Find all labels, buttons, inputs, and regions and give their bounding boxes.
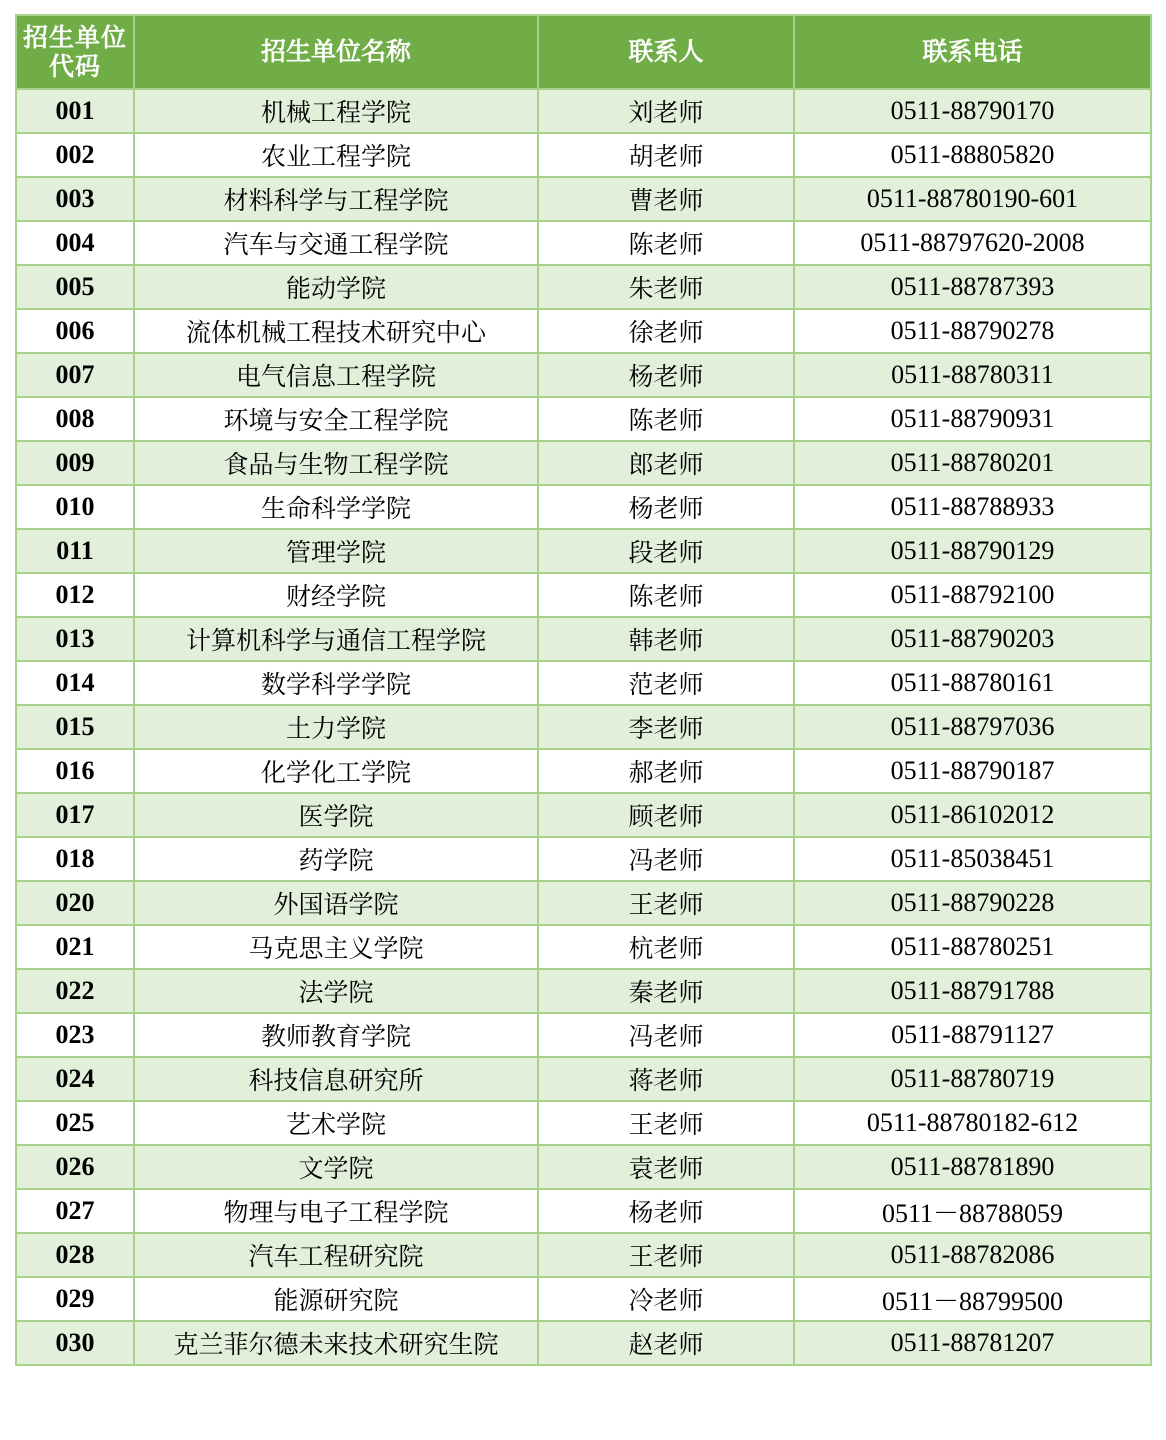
- table-row: [16, 1277, 1151, 1321]
- unit-name-cell: 农业工程学院: [134, 133, 538, 177]
- unit-name-cell: 克兰菲尔德未来技术研究生院: [134, 1321, 538, 1365]
- table-header: [16, 15, 1151, 89]
- unit-code-cell: 017: [16, 793, 134, 837]
- table-row: [16, 485, 1151, 529]
- contact-person-cell: 杨老师: [538, 485, 794, 529]
- unit-name-cell: 外国语学院: [134, 881, 538, 925]
- unit-name-cell: 电气信息工程学院: [134, 353, 538, 397]
- table-row: [16, 749, 1151, 793]
- contact-person-cell: 秦老师: [538, 969, 794, 1013]
- unit-name-cell: 物理与电子工程学院: [134, 1189, 538, 1233]
- contact-phone-cell: 0511-88805820: [794, 133, 1151, 177]
- contact-person-cell: 冯老师: [538, 1013, 794, 1057]
- unit-code-cell: 027: [16, 1189, 134, 1233]
- contact-phone-cell: 0511-88780182-612: [794, 1101, 1151, 1145]
- unit-code-cell: 001: [16, 89, 134, 133]
- unit-code-cell: 023: [16, 1013, 134, 1057]
- contact-phone-cell: 0511-88797620-2008: [794, 221, 1151, 265]
- contact-phone-cell: 0511-88787393: [794, 265, 1151, 309]
- contact-phone-cell: 0511-88780161: [794, 661, 1151, 705]
- table-row: [16, 1101, 1151, 1145]
- unit-code-cell: 009: [16, 441, 134, 485]
- unit-name-cell: 能动学院: [134, 265, 538, 309]
- header-row: [16, 15, 1151, 89]
- table-row: [16, 793, 1151, 837]
- unit-name-cell: 材料科学与工程学院: [134, 177, 538, 221]
- unit-code-cell: 016: [16, 749, 134, 793]
- table-row: [16, 1189, 1151, 1233]
- table-row: [16, 1233, 1151, 1277]
- unit-name-cell: 食品与生物工程学院: [134, 441, 538, 485]
- contact-phone-cell: 0511-88780251: [794, 925, 1151, 969]
- unit-code-cell: 024: [16, 1057, 134, 1101]
- unit-code-cell: 018: [16, 837, 134, 881]
- contact-phone-cell: 0511-88790129: [794, 529, 1151, 573]
- table-row: [16, 265, 1151, 309]
- table-row: [16, 1057, 1151, 1101]
- unit-code-cell: 011: [16, 529, 134, 573]
- unit-name-cell: 法学院: [134, 969, 538, 1013]
- contact-person-cell: 冯老师: [538, 837, 794, 881]
- unit-name-cell: 管理学院: [134, 529, 538, 573]
- contact-phone-cell: 0511-88790931: [794, 397, 1151, 441]
- contact-person-cell: 杭老师: [538, 925, 794, 969]
- contact-person-cell: 王老师: [538, 881, 794, 925]
- contact-table: [15, 14, 1152, 1366]
- table-row: [16, 617, 1151, 661]
- unit-name-cell: 科技信息研究所: [134, 1057, 538, 1101]
- unit-code-cell: 028: [16, 1233, 134, 1277]
- table-row: [16, 837, 1151, 881]
- table-row: [16, 969, 1151, 1013]
- unit-code-cell: 003: [16, 177, 134, 221]
- unit-code-cell: 025: [16, 1101, 134, 1145]
- contact-phone-cell: 0511-86102012: [794, 793, 1151, 837]
- unit-code-cell: 020: [16, 881, 134, 925]
- header-unit-name: 招生单位名称: [134, 15, 538, 89]
- unit-name-cell: 化学化工学院: [134, 749, 538, 793]
- unit-code-cell: 021: [16, 925, 134, 969]
- contact-person-cell: 曹老师: [538, 177, 794, 221]
- unit-name-cell: 能源研究院: [134, 1277, 538, 1321]
- contact-phone-cell: 0511-88791788: [794, 969, 1151, 1013]
- header-unit-code: 招生单位代码: [16, 15, 134, 89]
- contact-phone-cell: 0511-88780201: [794, 441, 1151, 485]
- contact-person-cell: 段老师: [538, 529, 794, 573]
- table-row: [16, 1013, 1151, 1057]
- table-row: [16, 573, 1151, 617]
- table-row: [16, 1145, 1151, 1189]
- table-row: [16, 133, 1151, 177]
- unit-code-cell: 006: [16, 309, 134, 353]
- contact-phone-cell: 0511-88781890: [794, 1145, 1151, 1189]
- unit-code-cell: 004: [16, 221, 134, 265]
- contact-phone-cell: 0511-88790203: [794, 617, 1151, 661]
- contact-phone-cell: 0511-88791127: [794, 1013, 1151, 1057]
- contact-person-cell: 赵老师: [538, 1321, 794, 1365]
- unit-name-cell: 马克思主义学院: [134, 925, 538, 969]
- table-row: [16, 705, 1151, 749]
- unit-code-cell: 022: [16, 969, 134, 1013]
- table-row: [16, 177, 1151, 221]
- unit-name-cell: 艺术学院: [134, 1101, 538, 1145]
- contact-phone-cell: 0511-88788933: [794, 485, 1151, 529]
- unit-code-cell: 030: [16, 1321, 134, 1365]
- unit-name-cell: 计算机科学与通信工程学院: [134, 617, 538, 661]
- contact-phone-cell: 0511-88790228: [794, 881, 1151, 925]
- unit-code-cell: 015: [16, 705, 134, 749]
- unit-code-cell: 014: [16, 661, 134, 705]
- contact-phone-cell: 0511-88780719: [794, 1057, 1151, 1101]
- contact-phone-cell: 0511－88799500: [794, 1277, 1151, 1321]
- unit-name-cell: 财经学院: [134, 573, 538, 617]
- unit-name-cell: 环境与安全工程学院: [134, 397, 538, 441]
- contact-person-cell: 冷老师: [538, 1277, 794, 1321]
- unit-code-cell: 013: [16, 617, 134, 661]
- unit-code-cell: 008: [16, 397, 134, 441]
- table-row: [16, 1321, 1151, 1365]
- contact-phone-cell: 0511-88782086: [794, 1233, 1151, 1277]
- contact-phone-cell: 0511-88797036: [794, 705, 1151, 749]
- unit-name-cell: 医学院: [134, 793, 538, 837]
- contact-phone-cell: 0511-88781207: [794, 1321, 1151, 1365]
- contact-phone-cell: 0511-88780190-601: [794, 177, 1151, 221]
- contact-person-cell: 徐老师: [538, 309, 794, 353]
- table-row: [16, 441, 1151, 485]
- contact-person-cell: 范老师: [538, 661, 794, 705]
- contact-person-cell: 王老师: [538, 1233, 794, 1277]
- unit-name-cell: 药学院: [134, 837, 538, 881]
- unit-name-cell: 汽车与交通工程学院: [134, 221, 538, 265]
- header-contact-phone: 联系电话: [794, 15, 1151, 89]
- table-row: [16, 397, 1151, 441]
- table-body: [16, 89, 1151, 1365]
- unit-name-cell: 生命科学学院: [134, 485, 538, 529]
- contact-person-cell: 胡老师: [538, 133, 794, 177]
- contact-person-cell: 李老师: [538, 705, 794, 749]
- unit-code-cell: 010: [16, 485, 134, 529]
- unit-code-cell: 002: [16, 133, 134, 177]
- contact-person-cell: 朱老师: [538, 265, 794, 309]
- unit-code-cell: 012: [16, 573, 134, 617]
- contact-phone-cell: 0511-88780311: [794, 353, 1151, 397]
- contact-person-cell: 顾老师: [538, 793, 794, 837]
- contact-person-cell: 陈老师: [538, 221, 794, 265]
- contact-phone-cell: 0511-88790187: [794, 749, 1151, 793]
- table-row: [16, 881, 1151, 925]
- unit-name-cell: 教师教育学院: [134, 1013, 538, 1057]
- table-row: [16, 661, 1151, 705]
- contact-person-cell: 郝老师: [538, 749, 794, 793]
- contact-person-cell: 刘老师: [538, 89, 794, 133]
- unit-code-cell: 029: [16, 1277, 134, 1321]
- unit-name-cell: 文学院: [134, 1145, 538, 1189]
- contact-person-cell: 杨老师: [538, 1189, 794, 1233]
- table-row: [16, 353, 1151, 397]
- contact-person-cell: 韩老师: [538, 617, 794, 661]
- contact-person-cell: 王老师: [538, 1101, 794, 1145]
- table-row: [16, 221, 1151, 265]
- contact-person-cell: 陈老师: [538, 573, 794, 617]
- contact-person-cell: 袁老师: [538, 1145, 794, 1189]
- unit-name-cell: 汽车工程研究院: [134, 1233, 538, 1277]
- table-row: [16, 529, 1151, 573]
- table-row: [16, 309, 1151, 353]
- unit-name-cell: 数学科学学院: [134, 661, 538, 705]
- contact-phone-cell: 0511-88792100: [794, 573, 1151, 617]
- contact-phone-cell: 0511－88788059: [794, 1189, 1151, 1233]
- contact-person-cell: 杨老师: [538, 353, 794, 397]
- unit-name-cell: 流体机械工程技术研究中心: [134, 309, 538, 353]
- contact-person-cell: 陈老师: [538, 397, 794, 441]
- unit-name-cell: 机械工程学院: [134, 89, 538, 133]
- table-row: [16, 925, 1151, 969]
- table-row: [16, 89, 1151, 133]
- contact-person-cell: 蒋老师: [538, 1057, 794, 1101]
- unit-code-cell: 005: [16, 265, 134, 309]
- contact-phone-cell: 0511-88790170: [794, 89, 1151, 133]
- unit-code-cell: 007: [16, 353, 134, 397]
- contact-phone-cell: 0511-88790278: [794, 309, 1151, 353]
- unit-code-cell: 026: [16, 1145, 134, 1189]
- contact-phone-cell: 0511-85038451: [794, 837, 1151, 881]
- contact-person-cell: 郎老师: [538, 441, 794, 485]
- unit-name-cell: 土力学院: [134, 705, 538, 749]
- header-contact-person: 联系人: [538, 15, 794, 89]
